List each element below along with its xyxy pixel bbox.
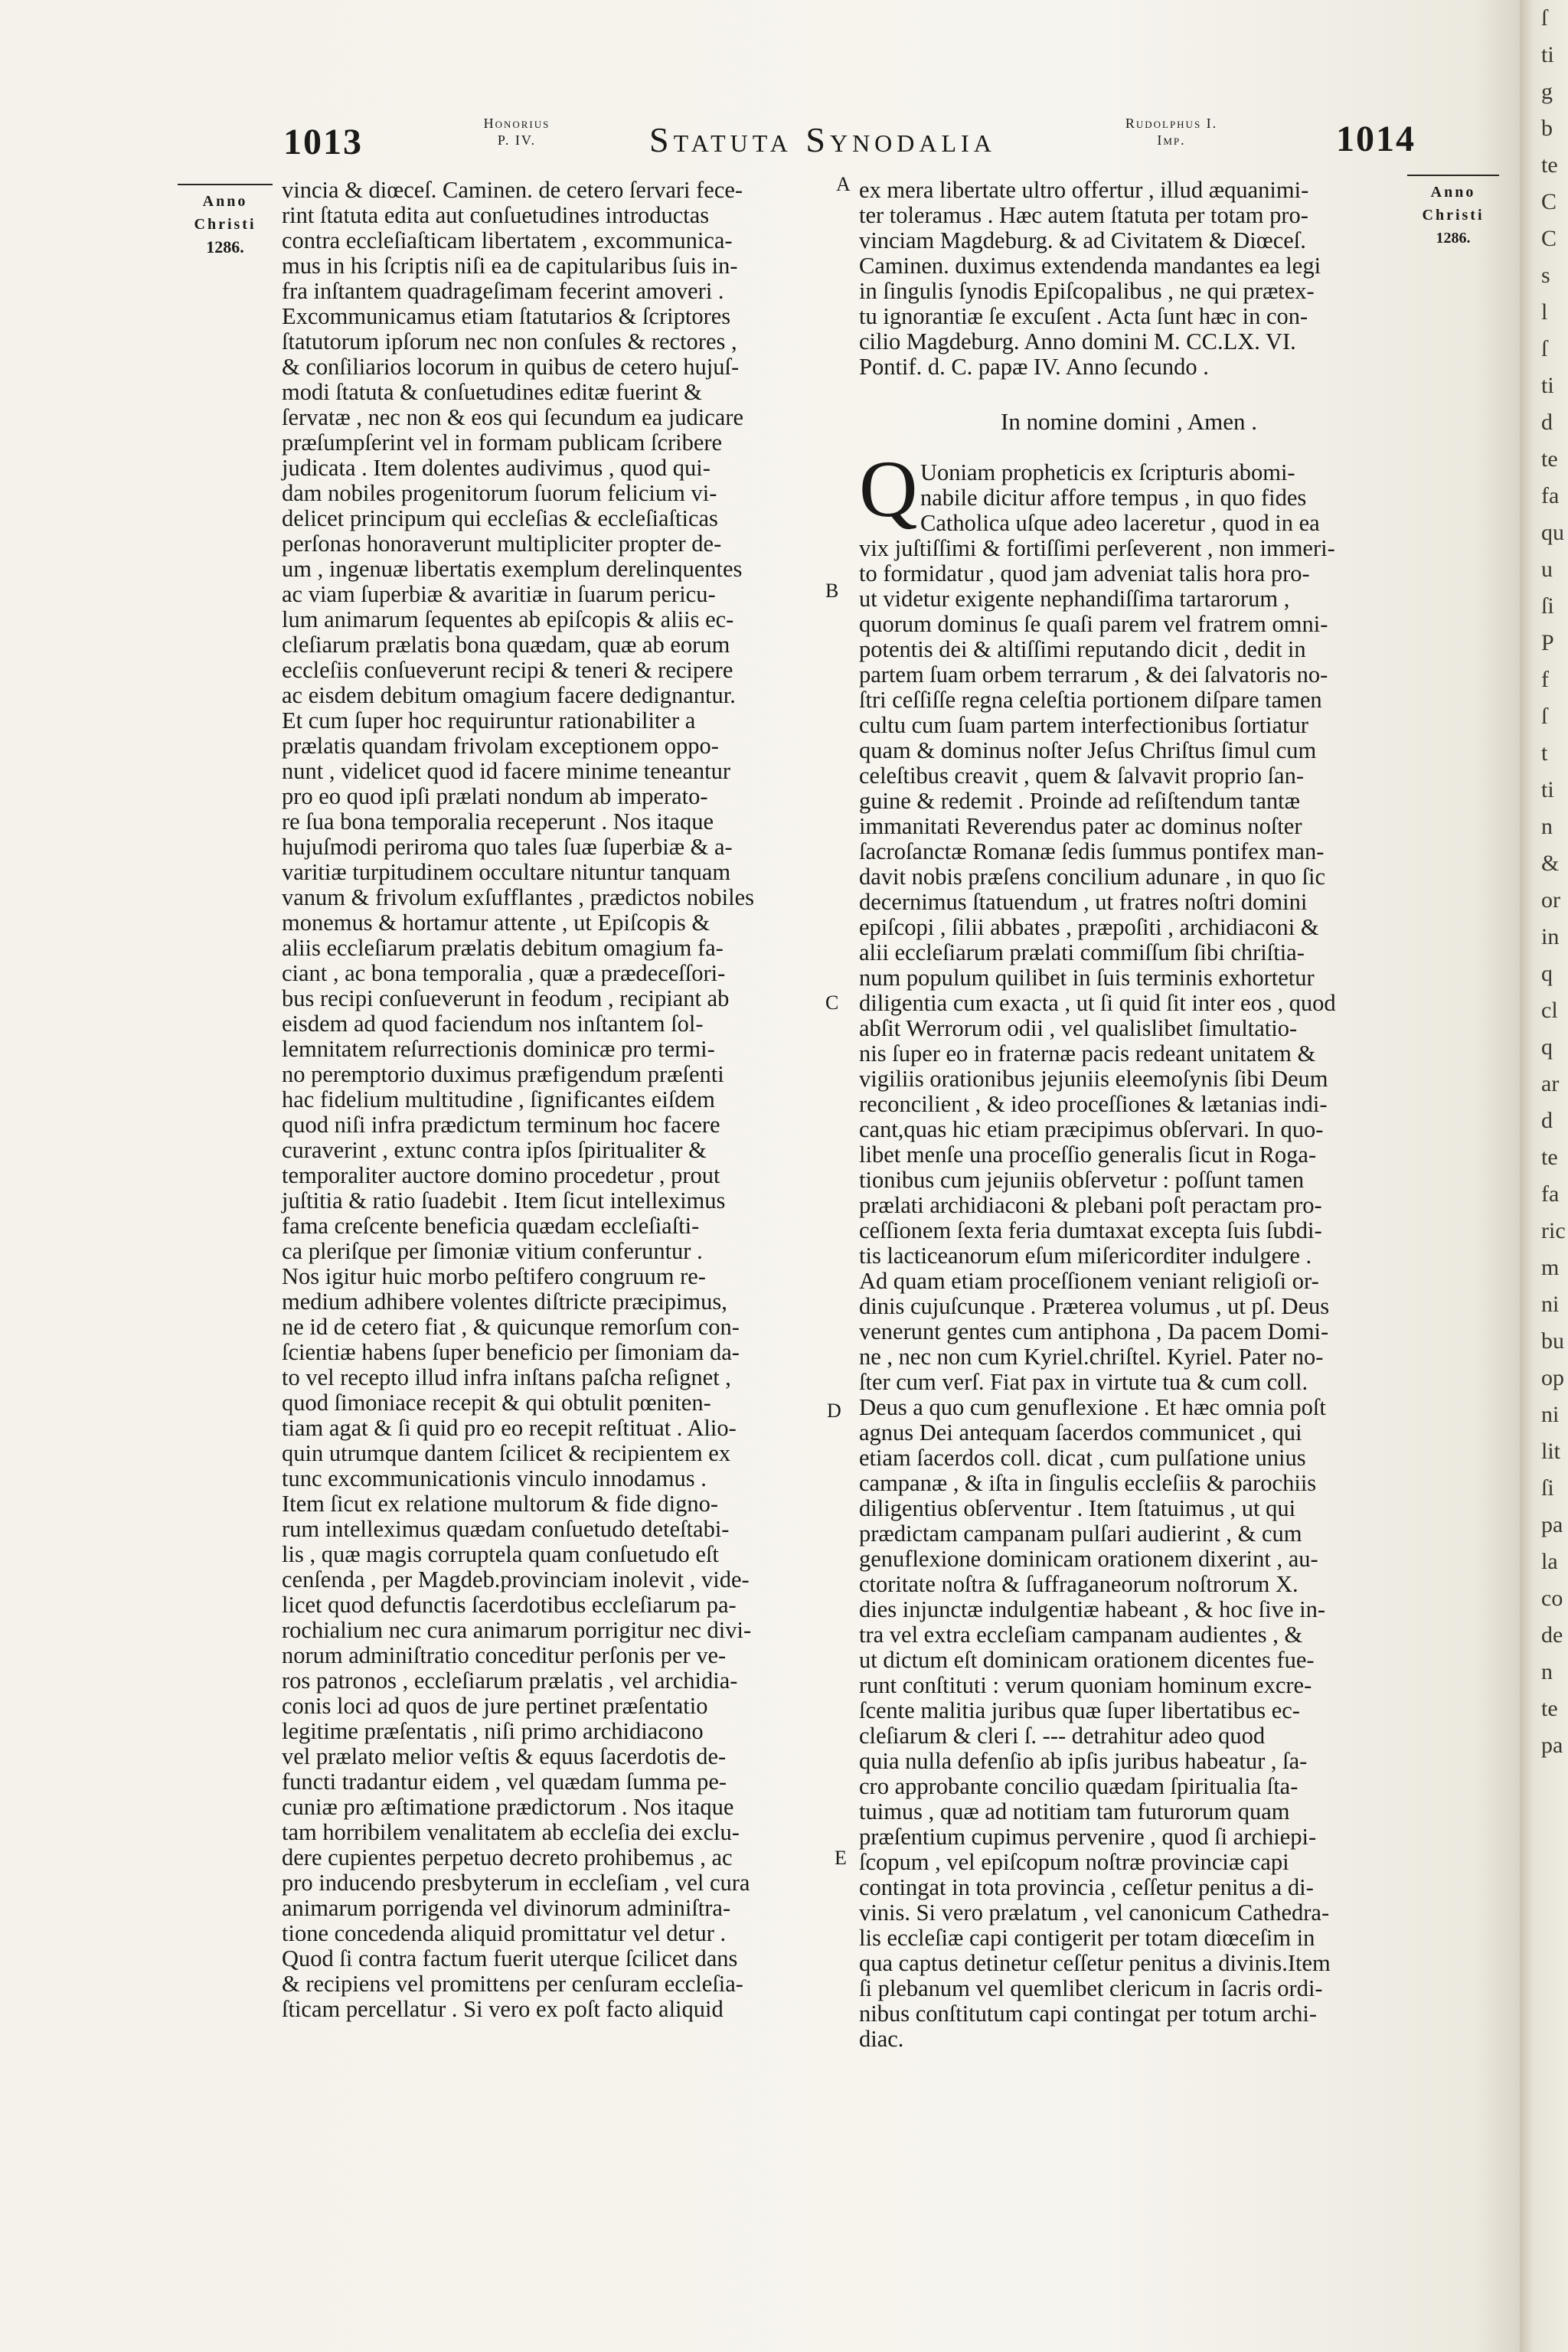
text-line: curaverint , extunc contra ipſos ſpiritualiter & — [282, 1137, 707, 1163]
text-line: re ſua bona temporalia receperunt . Nos itaque — [282, 808, 714, 835]
facing-page-fragment: q — [1541, 1034, 1553, 1060]
text-line: dies injunctæ indulgentiæ habeant , & hoc ſive in- — [859, 1596, 1326, 1622]
facing-page-fragment: or — [1541, 887, 1560, 913]
facing-page-fragment: ni — [1541, 1292, 1560, 1317]
text-line: ciant , ac bona temporalia , quæ a prædeceſſori- — [282, 960, 726, 986]
text-line: epiſcopi , ſilii abbates , præpoſiti , archidiaconi & — [859, 914, 1319, 940]
margin-rule-left — [178, 184, 273, 185]
facing-page-fragment: op — [1541, 1365, 1564, 1390]
facing-page-fragment: te — [1541, 1696, 1558, 1721]
section-letter-c: C — [825, 991, 839, 1014]
text-line: monemus & hortamur attente , ut Epiſcopis & — [282, 910, 710, 936]
text-line: cleſiarum & cleri ſ. --- detrahitur adeo quod — [859, 1723, 1266, 1749]
text-line: Ad quam etiam proceſſionem veniant religioſi or- — [859, 1268, 1319, 1294]
text-line: to formidatur , quod jam adveniat talis hora pro- — [859, 560, 1310, 586]
emperor-name-line2: Imp. — [1157, 132, 1186, 148]
facing-page-fragment: C — [1541, 226, 1557, 251]
margin-christi-left: Christi — [194, 216, 256, 233]
margin-note-left — [178, 184, 273, 259]
text-line: tione concedenda aliquid promittatur vel detur . — [282, 1920, 727, 1946]
text-line: nis ſuper eo in fraternæ pacis redeant unitatem & — [859, 1040, 1316, 1067]
text-line: ſcientiæ habens ſuper beneficio per ſimoniam da- — [282, 1339, 740, 1365]
text-line: cuniæ pro æſtimatione prædictorum . Nos itaque — [282, 1794, 734, 1820]
text-line: contingat in tota provincia , ceſſetur penitus a di- — [859, 1874, 1314, 1900]
facing-page-fragment: fa — [1541, 483, 1560, 508]
text-line: prælati archidiaconi & plebani poſt peractam pro- — [859, 1192, 1322, 1218]
text-line: vanum & frivolum exſufflantes , prædictos nobiles — [282, 884, 754, 910]
facing-page-fragment: s — [1541, 263, 1550, 288]
text-line: cro approbante concilio quædam ſpiritualia ſta- — [859, 1773, 1298, 1799]
facing-page-fragment: te — [1541, 446, 1558, 472]
text-line: ſi plebanum vel quemlibet clericum in ſacris ordi- — [859, 1975, 1323, 2001]
text-line: potentis dei & altiſſimi reputando dicit , dedit in — [859, 636, 1306, 662]
text-line: medium adhibere volentes diſtricte præcipimus, — [282, 1289, 727, 1315]
facing-page-fragment: te — [1541, 1145, 1558, 1170]
text-line: etiam ſacerdos coll. dicat , cum pulſatione unius — [859, 1445, 1306, 1471]
text-line: ex mera libertate ultro offertur , illud æquanimi- — [859, 177, 1309, 203]
text-line: runt conſtituti : verum quoniam hominum excre- — [859, 1672, 1312, 1698]
facing-page-fragment: ſ — [1541, 5, 1548, 31]
text-line: agnus Dei antequam ſacerdos communicet , qui — [859, 1419, 1302, 1446]
text-line: tiam agat & ſi quid pro eo recepit reſtituat . Alio- — [282, 1415, 737, 1441]
pope-name-line2: P. IV. — [497, 132, 537, 148]
text-line: eisdem ad quod faciendum nos inſtantem ſol- — [282, 1011, 704, 1037]
facing-page-fragment: ti — [1541, 777, 1554, 802]
facing-page-edge — [1520, 0, 1568, 2352]
text-line: cant,quas hic etiam præcipimus obſervari. In quo- — [859, 1116, 1324, 1142]
facing-page-fragment: d — [1541, 1108, 1553, 1133]
facing-page-fragment: cl — [1541, 998, 1558, 1023]
running-header — [0, 115, 1520, 176]
text-line: decernimus ſtatuendum , ut fratres noſtri domini — [859, 889, 1308, 915]
text-line: ſtatutorum ipſorum nec non conſules & rectores , — [282, 328, 737, 354]
text-line: cenſenda , per Magdeb.provinciam inolevit , vide- — [282, 1566, 750, 1592]
text-line: Excommunicamus etiam ſtatutarios & ſcriptores — [282, 303, 731, 329]
facing-page-fragment: co — [1541, 1586, 1563, 1611]
text-line: tis lacticeanorum eſum miſericorditer indulgere . — [859, 1243, 1312, 1269]
text-line: varitiæ turpitudinem occultare nituntur tanquam — [282, 859, 731, 885]
text-line: mus in his ſcriptis niſi ea de capitularibus ſuis in- — [282, 253, 738, 279]
text-line: davit nobis præſens concilium adunare , in quo ſic — [859, 864, 1326, 890]
text-line: rochialium nec cura animarum porrigitur nec divi- — [282, 1617, 752, 1643]
text-line: fama creſcente beneficia quædam eccleſiaſti- — [282, 1213, 700, 1239]
text-line: vincia & diœceſ. Caminen. de cetero ſervari fece- — [282, 177, 743, 203]
facing-page-fragment: fa — [1541, 1181, 1560, 1207]
facing-page-fragment: C — [1541, 189, 1557, 214]
text-line: & conſiliarios locorum in quibus de cetero hujuſ- — [282, 354, 740, 380]
text-line: qua captus detinetur ceſſetur penitus a divinis.Item — [859, 1950, 1331, 1976]
text-line: functi tradantur eidem , vel quædam ſumma pe- — [282, 1769, 727, 1795]
text-line: eccleſiis conſueverunt recipi & teneri & recipere — [282, 657, 733, 683]
text-line: rint ſtatuta edita aut conſuetudines introductas — [282, 202, 710, 228]
text-line: conis loci ad quos de jure pertinet præſentatio — [282, 1693, 708, 1719]
facing-page-fragment: ti — [1541, 42, 1554, 67]
text-line: animarum porrigenda vel divinorum adminiſtra- — [282, 1895, 731, 1921]
facing-page-fragment: f — [1541, 667, 1549, 692]
text-line: venerunt gentes cum antiphona , Da pacem Domi- — [859, 1318, 1329, 1344]
facing-page-fragment: ſi — [1541, 593, 1554, 619]
text-line: hac fidelium multitudine , ſignificantes eiſdem — [282, 1086, 715, 1112]
text-line: lis eccleſiæ capi contigerit per totam diœceſim in — [859, 1925, 1315, 1951]
text-line: nibus conſtitutum capi contingat per totum archi- — [859, 2001, 1317, 2027]
text-line: campanæ , & iſta in ſingulis eccleſiis & parochiis — [859, 1470, 1317, 1496]
text-line: Quod ſi contra factum fuerit uterque ſcilicet dans — [282, 1945, 738, 1971]
facing-page-fragment: d — [1541, 410, 1553, 435]
text-line: legitime præſentatis , niſi primo archidiacono — [282, 1718, 704, 1744]
text-line: quia nulla defenſio ab ipſis juribus habeatur , ſa- — [859, 1748, 1308, 1774]
text-line: ſticam percellatur . Si vero ex poſt facto aliquid — [282, 1996, 724, 2022]
text-line: hujuſmodi periroma quo tales ſuæ ſuperbiæ & a- — [282, 834, 733, 860]
pope-name-line1: Honorius — [483, 116, 550, 131]
text-line: lis , quæ magis corruptela quam conſuetudo eſt — [282, 1541, 719, 1567]
facing-page-fragment: te — [1541, 152, 1558, 178]
text-line: diligentius obſerventur . Item ſtatuimus , ut qui — [859, 1495, 1296, 1521]
text-line: quorum dominus ſe quaſi parem vel fratrem omni- — [859, 611, 1328, 637]
facing-page-fragment: l — [1541, 299, 1548, 325]
text-line: præſentium cupimus pervenire , quod ſi archiepi- — [859, 1824, 1317, 1850]
section-letter-b: B — [825, 580, 839, 602]
text-line: no peremptorio duximus præfigendum præſenti — [282, 1061, 724, 1087]
text-line: quin utrumque dantem ſcilicet & recipientem ex — [282, 1440, 731, 1466]
text-line: num populum quilibet in ſuis terminis exhortetur — [859, 965, 1315, 991]
text-line: quod niſi infra prædictum terminum hoc facere — [282, 1112, 720, 1138]
text-line: cilio Magdeburg. Anno domini M. CC.LX. VI. — [859, 328, 1296, 354]
text-line: Et cum ſuper hoc requiruntur rationabiliter a — [282, 707, 696, 733]
facing-page-fragment: la — [1541, 1549, 1558, 1574]
text-line: aliis eccleſiarum prælatis debitum omagium fa- — [282, 935, 724, 961]
text-line: ca pleriſque per ſimoniæ vitium conferuntur . — [282, 1238, 703, 1264]
text-line: modi ſtatuta & conſuetudines editæ fuerint & — [282, 379, 702, 405]
page-title: Statuta Synodalia — [649, 120, 996, 159]
margin-year-right: 1286. — [1436, 230, 1471, 247]
text-line: cleſiarum prælatis bona quædam, quæ ab eorum — [282, 632, 730, 658]
text-line: ut videtur exigente nephandiſſima tartarorum , — [859, 586, 1290, 612]
text-line: Item ſicut ex relatione multorum & fide digno- — [282, 1491, 719, 1517]
text-line: um , ingenuæ libertatis exemplum derelinquentes — [282, 556, 743, 582]
text-line: diligentia cum exacta , ut ſi quid ſit inter eos , quod — [859, 990, 1336, 1016]
margin-note-right — [1407, 175, 1499, 250]
facing-page-fragment: lit — [1541, 1439, 1561, 1464]
text-line: immanitati Reverendus pater ac dominus noſter — [859, 813, 1302, 839]
text-line: Pontif. d. C. papæ IV. Anno ſecundo . — [859, 354, 1209, 380]
text-line: ac eisdem debitum omagium facere dedignantur. — [282, 682, 736, 708]
text-line: tam horribilem venalitatem ab eccleſia dei exclu- — [282, 1819, 740, 1845]
text-line: partem ſuam orbem terrarum , & dei ſalvatoris no- — [859, 662, 1328, 688]
text-line: guine & redemit . Proinde ad reſiſtendum tantæ — [859, 788, 1300, 814]
facing-page-fragment: bu — [1541, 1328, 1564, 1354]
emperor-name — [1102, 115, 1240, 149]
text-line: ut dictum eſt dominicam orationem dicentes fue- — [859, 1647, 1315, 1673]
text-line: tunc excommunicationis vinculo innodamus . — [282, 1465, 707, 1491]
text-line: celeſtibus creavit , quem & ſalvavit proprio ſan- — [859, 763, 1305, 789]
text-line: Deus a quo cum genuflexione . Et hæc omnia poſt — [859, 1394, 1326, 1420]
text-line: libet menſe una proceſſio generalis ſicut in Roga- — [859, 1142, 1317, 1168]
text-line: pro eo quod ipſi prælati nondum ab imperato- — [282, 783, 708, 809]
facing-page-fragment: u — [1541, 557, 1553, 582]
text-line: vinis. Si vero prælatum , vel canonicum Cathedra- — [859, 1900, 1330, 1926]
facing-page-fragment: P — [1541, 630, 1554, 655]
text-line: bus recipi conſueverunt in feodum , recipiant ab — [282, 985, 730, 1011]
right-column-top-text — [859, 178, 1399, 380]
facing-page-fragment: in — [1541, 924, 1560, 949]
text-line: ne id de cetero fiat , & quicunque remorſum con- — [282, 1314, 740, 1340]
text-line: in ſingulis ſynodis Epiſcopalibus , ne qui prætex- — [859, 278, 1315, 304]
text-line: norum adminiſtratio conceditur perſonis per ve- — [282, 1642, 727, 1668]
text-line: Caminen. duximus extendenda mandantes ea legi — [859, 253, 1321, 279]
text-line: & recipiens vel promittens per cenſuram eccleſia- — [282, 1971, 743, 1997]
text-line: ſtri ceſſiſſe regna celeſtia portionem diſpare tamen — [859, 687, 1322, 713]
text-line: abſit Werrorum odii , vel qualislibet ſimultatio- — [859, 1015, 1298, 1041]
text-line: Catholica uſque adeo laceretur , quod in ea — [920, 510, 1320, 536]
facing-page-fragment: qu — [1541, 520, 1564, 545]
facing-page-fragment: g — [1541, 79, 1553, 104]
drop-capital: Q — [859, 444, 918, 534]
left-column-text — [282, 178, 825, 2022]
text-line: genuflexione dominicam orationem dixerint , au- — [859, 1546, 1318, 1572]
section-letter-e: E — [835, 1847, 847, 1869]
facing-page-fragment: de — [1541, 1622, 1563, 1648]
text-line: juſtitia & ratio ſuadebit . Item ſicut intelleximus — [282, 1187, 726, 1214]
text-line: reconcilient , & ideo proceſſiones & lætanias indi- — [859, 1091, 1328, 1117]
section-heading: In nomine domini , Amen . — [1001, 408, 1257, 435]
facing-page-fragment: ar — [1541, 1071, 1560, 1096]
facing-page-fragment: n — [1541, 1659, 1553, 1684]
facing-page-fragment: ni — [1541, 1402, 1560, 1427]
text-line: fra inſtantem quadrageſimam fecerint amoveri . — [282, 278, 724, 304]
text-line: quam & dominus noſter Jeſus Chriſtus ſimul cum — [859, 737, 1317, 763]
text-line: præſumpſerint vel in formam publicam ſcribere — [282, 430, 723, 456]
text-line: lemnitatem reſurrectionis dominicæ pro termi- — [282, 1036, 715, 1062]
text-line: ſacroſanctæ Romanæ ſedis ſummus pontifex man- — [859, 838, 1325, 864]
facing-page-fragment: ſ — [1541, 336, 1548, 361]
facing-page-fragment: b — [1541, 116, 1553, 141]
text-line: cultu cum ſuam partem interfectionibus ſortiatur — [859, 712, 1308, 738]
facing-page-fragment: & — [1541, 851, 1560, 876]
right-column — [859, 178, 1399, 2052]
page-number-left: 1013 — [283, 122, 363, 162]
text-line: tu ignorantiæ ſe excuſent . Acta ſunt hæc in con- — [859, 303, 1308, 329]
text-line: diac. — [859, 2026, 904, 2052]
text-line: dinis cujuſcunque . Præterea volumus , ut pſ. Deus — [859, 1293, 1330, 1319]
text-line: ac viam ſuperbiæ & avaritiæ in ſuarum pericu- — [282, 581, 716, 607]
text-line: ſcente malitia juribus quæ ſuper libertatibus ec- — [859, 1697, 1300, 1723]
text-line: ſervatæ , nec non & eos qui ſecundum ea judicare — [282, 404, 744, 430]
margin-anno-right: Anno — [1430, 184, 1476, 201]
text-line: nabile dicitur affore tempus , in quo fides — [920, 485, 1307, 511]
text-line: judicata . Item dolentes audivimus , quod qui- — [282, 455, 710, 481]
text-line: vinciam Magdeburg. & ad Civitatem & Diœceſ. — [859, 227, 1306, 253]
facing-page-fragment: t — [1541, 740, 1548, 766]
facing-page-fragment: ſi — [1541, 1475, 1554, 1501]
text-line: pro inducendo presbyterum in eccleſiam , vel cura — [282, 1870, 750, 1896]
text-line: Nos igitur huic morbo peſtifero congruum re- — [282, 1263, 706, 1289]
facing-page-fragment: n — [1541, 814, 1553, 839]
text-line: temporaliter auctore domino procedetur , prout — [282, 1162, 720, 1188]
text-line: ceſſionem ſexta feria dumtaxat excepta ſuis ſubdi- — [859, 1217, 1322, 1243]
text-line: ſcopum , vel epiſcopum noſtræ provinciæ capi — [859, 1849, 1289, 1875]
margin-rule-right — [1407, 175, 1499, 176]
text-line: to vel recepto illud infra inſtans paſcha reſignet , — [282, 1364, 731, 1390]
text-line: quod ſimoniace recepit & qui obtulit pœniten- — [282, 1390, 711, 1416]
text-line: vel prælato melior veſtis & equus ſacerdotis de- — [282, 1743, 727, 1769]
text-line: perſonas honoraverunt multipliciter propter de- — [282, 531, 722, 557]
text-line: ctoritate noſtra & ſuffraganeorum noſtrorum X. — [859, 1571, 1298, 1597]
text-line: tra vel extra eccleſiam campanam audientes , & — [859, 1622, 1303, 1648]
text-line: tuimus , quæ ad notitiam tam futurorum quam — [859, 1798, 1290, 1824]
text-line: vix juſtiſſimi & fortiſſimi perſeverent , non immeri- — [859, 535, 1335, 561]
text-line: dam nobiles progenitorum ſuorum felicium vi- — [282, 480, 717, 506]
text-line: Uoniam propheticis ex ſcripturis abomi- — [920, 459, 1295, 485]
facing-page-fragment: m — [1541, 1255, 1560, 1280]
margin-year-left: 1286. — [206, 237, 244, 256]
facing-page-fragment: pa — [1541, 1512, 1563, 1537]
text-line: nunt , videlicet quod id facere minime teneantur — [282, 758, 731, 784]
text-line: vigiliis orationibus jejuniis eleemoſynis ſibi Deum — [859, 1066, 1328, 1092]
text-line: rum intelleximus quædam conſuetudo deteſtabi- — [282, 1516, 730, 1542]
text-line: lum animarum ſequentes ab epiſcopis & aliis ec- — [282, 606, 734, 632]
facing-page-fragment: q — [1541, 961, 1553, 986]
page-number-right: 1014 — [1336, 119, 1416, 159]
margin-anno-left: Anno — [202, 193, 248, 210]
text-line: alii eccleſiarum prælati commiſſum ſibi chriſtia- — [859, 939, 1305, 965]
text-line: prælatis quandam frivolam exceptionem oppo- — [282, 733, 719, 759]
section-letter-a: A — [836, 173, 851, 195]
text-line: contra eccleſiaſticam libertatem , excommunica- — [282, 227, 733, 253]
facing-page-fragment: ſ — [1541, 704, 1548, 729]
text-line: ros patronos , eccleſiarum prælatis , vel archidia- — [282, 1668, 738, 1694]
text-line: ſter cum verſ. Fiat pax in virtute tua & cum coll. — [859, 1369, 1308, 1395]
margin-christi-right: Christi — [1422, 207, 1485, 224]
text-line: ter toleramus . Hæc autem ſtatuta per totam pro- — [859, 202, 1308, 228]
text-line: delicet principum qui eccleſias & eccleſiaſticas — [282, 505, 718, 531]
text-line: ne , nec non cum Kyriel.chriſtel. Kyriel. Pater no- — [859, 1344, 1324, 1370]
pope-name — [459, 115, 574, 149]
emperor-name-line1: Rudolphus I. — [1125, 116, 1218, 131]
text-line: prædictam campanam pulſari audierint , & cum — [859, 1521, 1302, 1547]
text-line: licet quod defunctis ſacerdotibus eccleſiarum pa- — [282, 1592, 737, 1618]
facing-page-fragment: ti — [1541, 373, 1554, 398]
right-column-body-text — [859, 460, 1399, 2052]
text-line: tionibus cum jejuniis obſervetur : poſſunt tamen — [859, 1167, 1305, 1193]
text-line: dere cupientes perpetuo decreto prohibemus , ac — [282, 1844, 733, 1870]
facing-page-fragment: ric — [1541, 1218, 1566, 1243]
section-letter-d: D — [827, 1400, 841, 1422]
facing-page-fragment: pa — [1541, 1733, 1563, 1758]
